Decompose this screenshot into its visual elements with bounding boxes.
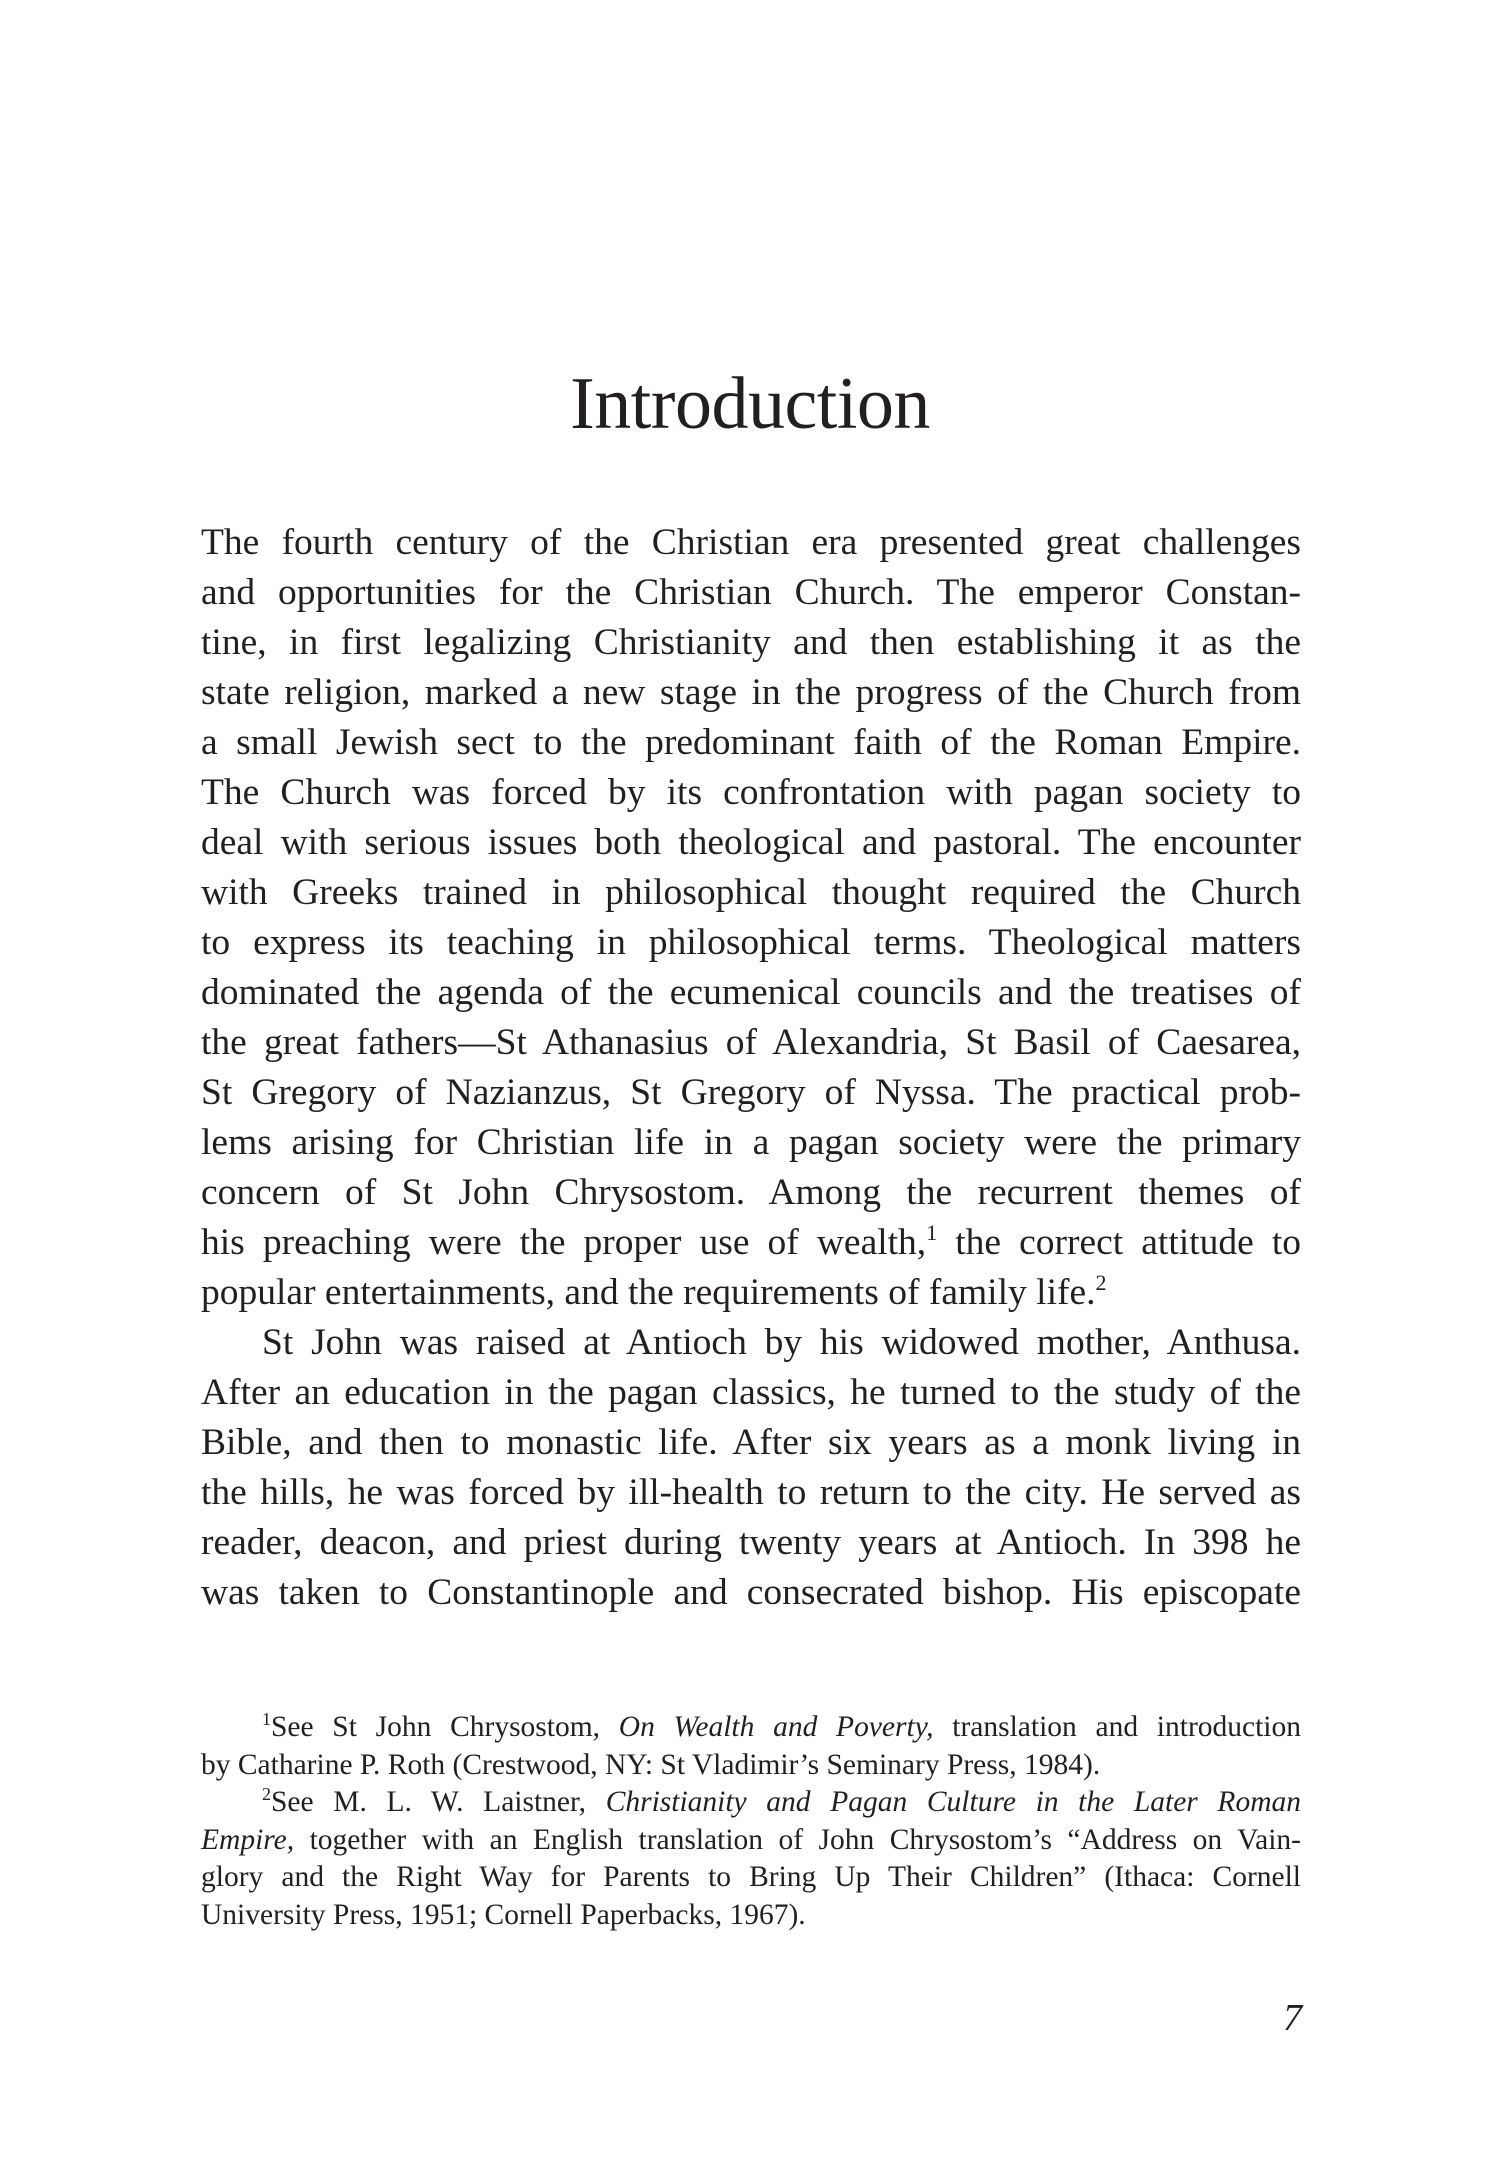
footnote-ref-2[interactable]: 2: [1095, 1270, 1107, 1295]
text-line: The Church was forced by its confrontation with pagan society to: [201, 772, 1301, 813]
text-line: and opportunities for the Christian Church. The emperor Constan-: [201, 572, 1301, 613]
text-segment: the correct attitude to: [937, 1222, 1301, 1263]
footnotes: [201, 1709, 1301, 1934]
footnote-line: [201, 1709, 1301, 1747]
text-line: the hills, he was forced by ill-health to return to the city. He served as: [201, 1472, 1301, 1513]
text-segment: See St John Chrysostom,: [271, 1711, 619, 1743]
text-line: state religion, marked a new stage in the progress of the Church from: [201, 672, 1301, 713]
footnote-marker: 1: [262, 1709, 271, 1729]
paragraph-2: [201, 1318, 1301, 1618]
footnote-2: [201, 1784, 1301, 1934]
text-line: [201, 1218, 1301, 1268]
paragraph-1: [201, 518, 1301, 1318]
book-title: Empire,: [201, 1823, 295, 1856]
text-line: was taken to Constantinople and consecrated bishop. His episcopate: [201, 1572, 1301, 1613]
footnote-marker: 2: [262, 1784, 271, 1804]
text-line: St John was raised at Antioch by his widowed mother, Anthusa.: [262, 1322, 1301, 1363]
text-line: with Greeks trained in philosophical thought required the Church: [201, 872, 1301, 913]
footnote-ref-1[interactable]: 1: [926, 1220, 938, 1245]
footnote-1: [201, 1709, 1301, 1784]
text-line: tine, in first legalizing Christianity and then establishing it as the: [201, 622, 1301, 663]
footnote-line: by Catharine P. Roth (Crestwood, NY: St Vladimir’s Seminary Press, 1984).: [201, 1748, 1101, 1781]
body-text: [201, 518, 1301, 1618]
text-segment: translation and introduction: [933, 1711, 1302, 1743]
text-segment: together with an English translation of John Chrysostom’s “Address on Vain-: [294, 1823, 1301, 1856]
footnote-line: [201, 1822, 1301, 1860]
text-line: The fourth century of the Christian era presented great challenges: [201, 522, 1301, 563]
text-line: a small Jewish sect to the predominant faith of the Roman Empire.: [201, 722, 1301, 763]
text-segment: popular entertainments, and the requirements of family life.: [201, 1272, 1096, 1313]
text-line: concern of St John Chrysostom. Among the recurrent themes of: [201, 1172, 1301, 1213]
book-title: On Wealth and Poverty,: [618, 1711, 934, 1743]
footnote-line: glory and the Right Way for Parents to Bring Up Their Children” (Ithaca: Cornell: [201, 1861, 1301, 1893]
text-segment: See M. L. W. Laistner,: [271, 1786, 606, 1818]
text-line: deal with serious issues both theological and pastoral. The encounter: [201, 822, 1301, 863]
text-line: lems arising for Christian life in a pagan society were the primary: [201, 1122, 1301, 1163]
footnote-line: [201, 1784, 1301, 1822]
chapter-title: Introduction: [570, 363, 930, 445]
book-title: Christianity and Pagan Culture in the Later Roman: [605, 1786, 1302, 1818]
text-segment: his preaching were the proper use of wealth,: [201, 1222, 927, 1263]
text-line: Bible, and then to monastic life. After six years as a monk living in: [201, 1422, 1301, 1463]
text-line: to express its teaching in philosophical terms. Theological matters: [201, 922, 1301, 963]
footnote-line: University Press, 1951; Cornell Paperbacks, 1967).: [201, 1898, 806, 1931]
text-line: the great fathers—St Athanasius of Alexandria, St Basil of Caesarea,: [201, 1022, 1301, 1063]
text-line: After an education in the pagan classics, he turned to the study of the: [201, 1372, 1301, 1413]
page-number: 7: [1283, 1997, 1302, 2039]
text-line: dominated the agenda of the ecumenical councils and the treatises of: [201, 972, 1301, 1013]
text-line: reader, deacon, and priest during twenty years at Antioch. In 398 he: [201, 1522, 1301, 1563]
text-line: St Gregory of Nazianzus, St Gregory of Nyssa. The practical prob-: [201, 1072, 1301, 1113]
text-line: [201, 1268, 1301, 1318]
